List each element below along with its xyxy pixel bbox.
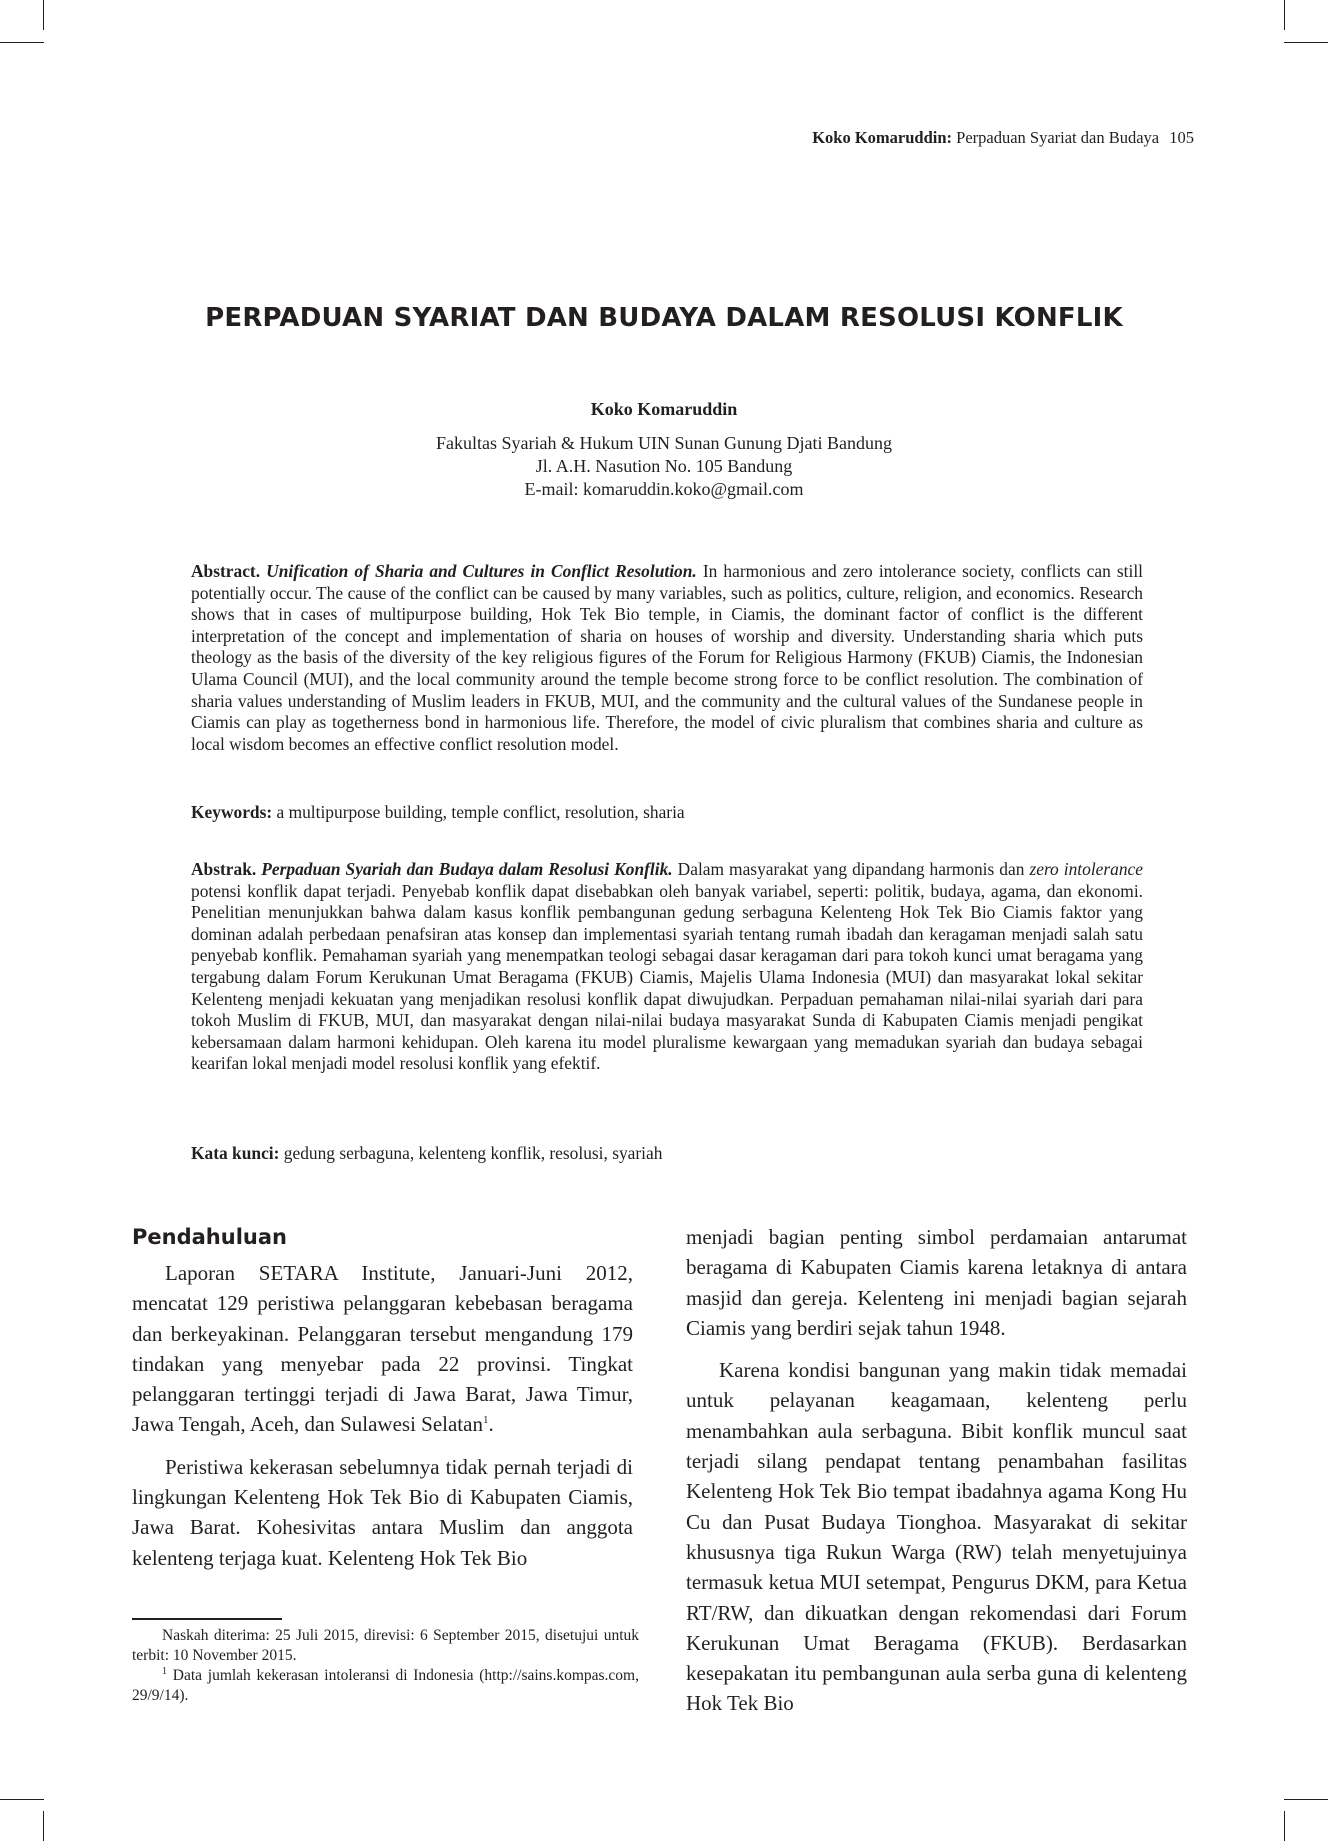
crop-mark: [0, 1799, 44, 1800]
paragraph: [132, 1258, 633, 1440]
running-header-title: Perpaduan Syariat dan Budaya: [956, 128, 1160, 147]
kata-kunci-text: gedung serbaguna, kelenteng konflik, resolusi, syariah: [283, 1143, 663, 1163]
address: Jl. A.H. Nasution No. 105 Bandung: [535, 456, 793, 476]
footnote-1-mark: 1: [162, 1665, 167, 1677]
crop-mark: [43, 1811, 44, 1841]
abstract-indonesian: [191, 859, 1143, 1075]
footnote-1-text: Data jumlah kekerasan intoleransi di Indonesia (http://sains.kompas.com, 29/9/14).: [132, 1667, 639, 1704]
keywords-indonesian: [191, 1143, 1143, 1164]
author-name: Koko Komaruddin: [590, 399, 738, 419]
footnote-ref: 1: [482, 1414, 489, 1427]
crop-mark: [1284, 42, 1328, 43]
abstrak-title: Perpaduan Syariah dan Budaya dalam Resolusi Konflik.: [261, 859, 673, 879]
abstract-text: In harmonious and zero intolerance society, conflicts can still potentially occur. The cause of the conflict can be caused by many variables, such as politics, culture, religion, and economics. Research shows that in cases of multipurpose building, Hok Tek Bio temple, in Ciamis, the dominant factor of conflict is the different interpretation of the concept and implementation of sharia on houses of worship and diversity. Understanding sharia which puts theology as the basis of the diversity of the key religious figures of the Forum for Religious Harmony (FKUB) Ciamis, the Indonesian Ulama Council (MUI), and the local community around the temple become strong force to be conflict resolution. The combination of sharia values understanding of Muslim leaders in FKUB, MUI, and the community and the cultural values of the Sundanese people in Ciamis can play as togetherness bond in harmonious life. Therefore, the model of civic pluralism that combines sharia and culture as local wisdom becomes an effective conflict resolution model.: [191, 561, 1143, 754]
keywords-label: Keywords:: [191, 802, 273, 822]
abstrak-label: Abstrak.: [191, 859, 257, 879]
page-number: 105: [1169, 128, 1194, 147]
email: E-mail: komaruddin.koko@gmail.com: [524, 479, 804, 499]
paragraph-text: Laporan SETARA Institute, Januari-Juni 2012, mencatat 129 peristiwa pelanggaran kebebasan beragama dan berkeyakinan. Pelanggaran tersebut mengandung 179 tindakan yang menyebar pada 22 provinsi. Tingkat pelanggaran tertinggi terjadi di Jawa Barat, Jawa Timur, Jawa Tengah, Aceh, dan Sulawesi Selatan: [132, 1261, 633, 1437]
paragraph-end: .: [488, 1412, 494, 1437]
author-affiliation-block: [0, 432, 1328, 501]
section-heading: Pendahuluan: [132, 1225, 287, 1249]
footnote-1: [132, 1666, 639, 1706]
kata-kunci-label: Kata kunci:: [191, 1143, 280, 1163]
abstrak-text-after: potensi konflik dapat terjadi. Penyebab konflik dapat disebabkan oleh banyak variabel, seperti: politik, budaya, agama, dan ekonomi. Penelitian menunjukkan bahwa dalam kasus konflik pembangunan gedung serbaguna Kelenteng Hok Tek Bio Ciamis faktor yang dominan adalah perbedaan penafsiran atas konsep dan implementasi syariah tentang rumah ibadah dan keragaman menjadi salah satu penyebab konflik. Pemahaman syariah yang menempatkan teologi sebagai dasar keragaman dari para tokoh kunci umat beragama yang tergabung dalam Forum Kerukunan Umat Beragama (FKUB) Ciamis, Majelis Ulama Indonesia (MUI) dan masyarakat lokal sekitar Kelenteng menjadi kekuatan yang menjadikan resolusi konflik dapat diwujudkan. Perpaduan pemahaman nilai-nilai syariah dari para tokoh Muslim di FKUB, MUI, dan masyarakat dengan nilai-nilai budaya masyarakat Sunda di Kabupaten Ciamis menjadi pengikat kebersamaan dalam harmoni kehidupan. Oleh karena itu model pluralisme kewargaan yang memadukan syariah dan budaya sebagai kearifan lokal menjadi model resolusi konflik yang efektif.: [191, 880, 1143, 1074]
paragraph: Karena kondisi bangunan yang makin tidak memadai untuk pelayanan keagamaan, kelenteng perlu menambahkan aula serbaguna. Bibit konflik muncul saat terjadi silang pendapat tentang penambahan fasilitas Kelenteng Hok Tek Bio tempat ibadahnya agama Kong Hu Cu dan Pusat Budaya Tionghoa. Masyarakat di sekitar khususnya tiga Rukun Warga (RW) telah menyetujuinya termasuk ketua MUI setempat, Pengurus DKM, para Ketua RT/RW, dan dikuatkan dengan rekomendasi dari Forum Kerukunan Umat Beragama (FKUB). Berdasarkan kesepakatan itu pembangunan aula serba guna di kelenteng Hok Tek Bio: [686, 1358, 1187, 1716]
crop-mark: [1284, 1811, 1285, 1841]
running-header-author: Koko Komaruddin:: [812, 128, 953, 147]
footnotes: [132, 1626, 639, 1706]
crop-mark: [1284, 0, 1285, 30]
body-column-left: [132, 1222, 633, 1573]
abstract-title: Unification of Sharia and Cultures in Conflict Resolution.: [266, 561, 697, 581]
crop-mark: [0, 42, 44, 43]
keywords-english: [191, 802, 1143, 823]
paragraph: Peristiwa kekerasan sebelumnya tidak pernah terjadi di lingkungan Kelenteng Hok Tek Bio di Kabupaten Ciamis, Jawa Barat. Kohesivitas antara Muslim dan anggota kelenteng terjaga kuat. Kelenteng Hok Tek Bio: [132, 1454, 633, 1570]
body-column-right: [686, 1222, 1187, 1719]
footnote-rule: [132, 1618, 282, 1620]
abstract-label: Abstract.: [191, 561, 261, 581]
affiliation: Fakultas Syariah & Hukum UIN Sunan Gunung Djati Bandung: [436, 433, 892, 453]
paper-title: PERPADUAN SYARIAT DAN BUDAYA DALAM RESOLUSI KONFLIK: [205, 303, 1123, 333]
abstract-english: [191, 561, 1143, 755]
crop-mark: [1284, 1799, 1328, 1800]
abstrak-text-before: Dalam masyarakat yang dipandang harmonis dan: [677, 859, 1025, 879]
paragraph: menjadi bagian penting simbol perdamaian antarumat beragama di Kabupaten Ciamis karena letaknya di antara masjid dan gereja. Kelenteng ini menjadi bagian sejarah Ciamis yang berdiri sejak tahun 1948.: [686, 1225, 1187, 1340]
footnote-received: Naskah diterima: 25 Juli 2015, direvisi: 6 September 2015, disetujui untuk terbit: 10 November 2015.: [132, 1627, 639, 1664]
keywords-text: a multipurpose building, temple conflict, resolution, sharia: [276, 802, 685, 822]
crop-mark: [43, 0, 44, 30]
abstrak-italic-term: zero intolerance: [1029, 859, 1143, 879]
running-header: [812, 128, 1194, 148]
